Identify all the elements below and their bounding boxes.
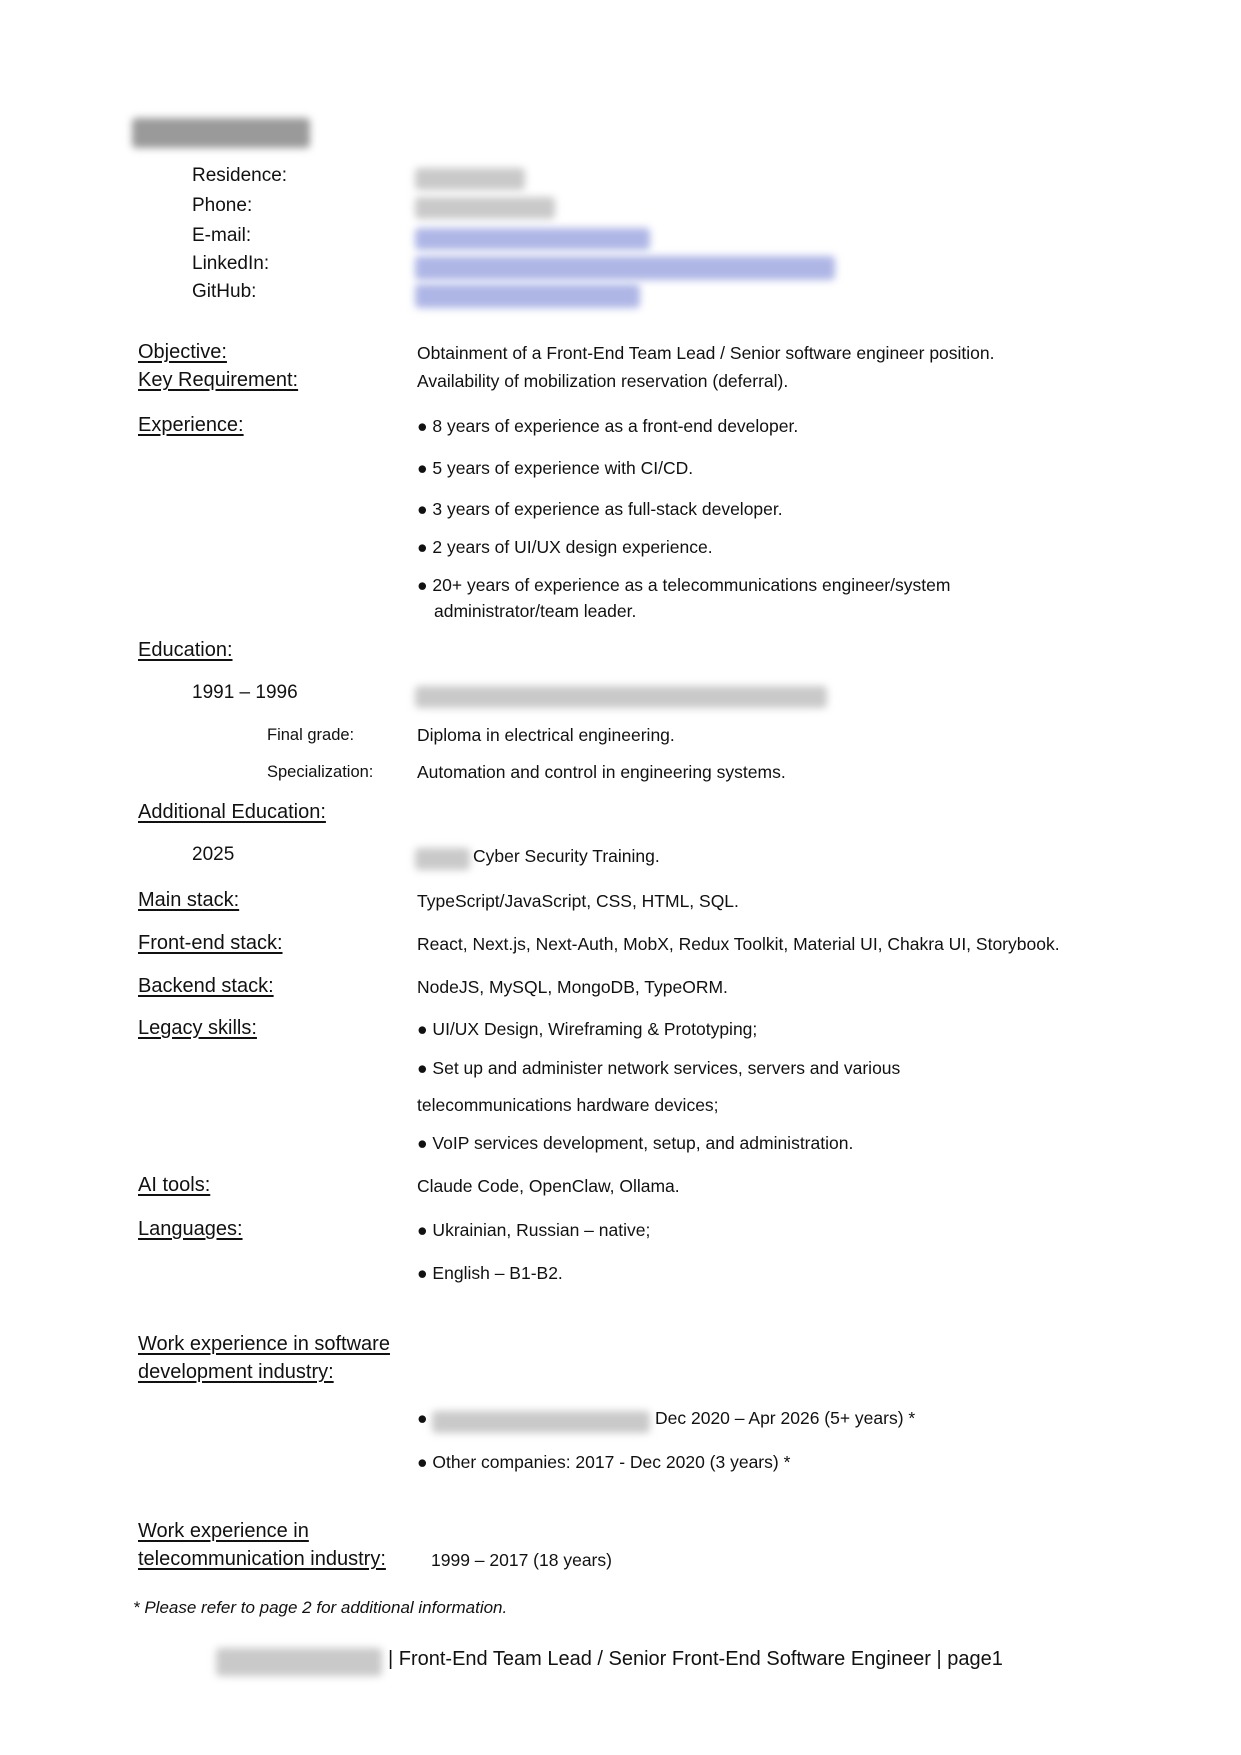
legacy-skills-label: Legacy skills: (138, 1017, 257, 1039)
key-requirement-label: Key Requirement: (138, 369, 299, 391)
backend-stack-value: NodeJS, MySQL, MongoDB, TypeORM. (417, 977, 728, 997)
redacted-residence (415, 168, 525, 190)
redacted-company (432, 1411, 650, 1433)
specialization-label: Specialization: (267, 763, 374, 781)
languages-label: Languages: (138, 1218, 243, 1240)
experience-item: ● 5 years of experience with CI/CD. (417, 458, 694, 478)
residence-label: Residence: (192, 165, 288, 186)
email-label: E-mail: (192, 225, 252, 246)
legacy-item: ● VoIP services development, setup, and administration. (417, 1133, 854, 1153)
work-telecom-label: Work experience in (138, 1520, 309, 1542)
legacy-item: ● UI/UX Design, Wireframing & Prototyping; (417, 1019, 758, 1039)
work-software-bullet: ● (417, 1408, 428, 1428)
experience-item: ● 3 years of experience as full-stack developer. (417, 499, 783, 519)
experience-item: ● 8 years of experience as a front-end developer. (417, 416, 799, 436)
ai-tools-label: AI tools: (138, 1174, 211, 1196)
redacted-footer-name (216, 1648, 382, 1676)
legacy-item: ● Set up and administer network services, servers and various (417, 1058, 901, 1078)
education-label: Education: (138, 639, 233, 661)
work-software-item: Dec 2020 – Apr 2026 (5+ years) * (655, 1408, 916, 1428)
phone-label: Phone: (192, 195, 253, 216)
education-years: 1991 – 1996 (192, 682, 298, 703)
redacted-github[interactable] (415, 284, 640, 308)
work-telecom-value: 1999 – 2017 (18 years) (431, 1550, 612, 1570)
redacted-name (132, 118, 310, 148)
experience-item: ● 20+ years of experience as a telecommunications engineer/system (417, 575, 951, 595)
redacted-university (415, 686, 827, 708)
work-software-item: ● Other companies: 2017 - Dec 2020 (3 years) * (417, 1452, 791, 1472)
work-software-label: Work experience in software (138, 1333, 390, 1355)
work-software-label-line2: development industry: (138, 1361, 334, 1383)
additional-education-label: Additional Education: (138, 801, 326, 823)
objective-label: Objective: (138, 341, 227, 363)
language-item: ● Ukrainian, Russian – native; (417, 1220, 651, 1240)
experience-item-continued: administrator/team leader. (434, 601, 637, 621)
legacy-item-continued: telecommunications hardware devices; (417, 1095, 719, 1115)
final-grade-label: Final grade: (267, 726, 355, 744)
work-telecom-label-line2: telecommunication industry: (138, 1548, 386, 1570)
page-footer: | Front-End Team Lead / Senior Front-End Software Engineer | page1 (388, 1648, 1003, 1670)
specialization-value: Automation and control in engineering systems. (417, 762, 786, 782)
key-requirement-value: Availability of mobilization reservation (deferral). (417, 371, 789, 391)
main-stack-label: Main stack: (138, 889, 240, 911)
footnote: * Please refer to page 2 for additional information. (133, 1598, 508, 1617)
experience-label: Experience: (138, 414, 244, 436)
backend-stack-label: Backend stack: (138, 975, 274, 997)
github-label: GitHub: (192, 281, 257, 302)
redacted-training-provider (415, 848, 470, 870)
main-stack-value: TypeScript/JavaScript, CSS, HTML, SQL. (417, 891, 739, 911)
additional-education-year: 2025 (192, 844, 235, 865)
objective-value: Obtainment of a Front-End Team Lead / Senior software engineer position. (417, 343, 995, 363)
experience-item: ● 2 years of UI/UX design experience. (417, 537, 713, 557)
frontend-stack-label: Front-end stack: (138, 932, 283, 954)
redacted-linkedin[interactable] (415, 256, 835, 280)
ai-tools-value: Claude Code, OpenClaw, Ollama. (417, 1176, 680, 1196)
linkedin-label: LinkedIn: (192, 253, 270, 274)
language-item: ● English – B1-B2. (417, 1263, 563, 1283)
frontend-stack-value: React, Next.js, Next-Auth, MobX, Redux Toolkit, Material UI, Chakra UI, Storybook. (417, 934, 1060, 954)
additional-education-value: Cyber Security Training. (473, 846, 660, 866)
redacted-email[interactable] (415, 228, 650, 250)
redacted-phone (415, 197, 555, 219)
final-grade-value: Diploma in electrical engineering. (417, 725, 675, 745)
